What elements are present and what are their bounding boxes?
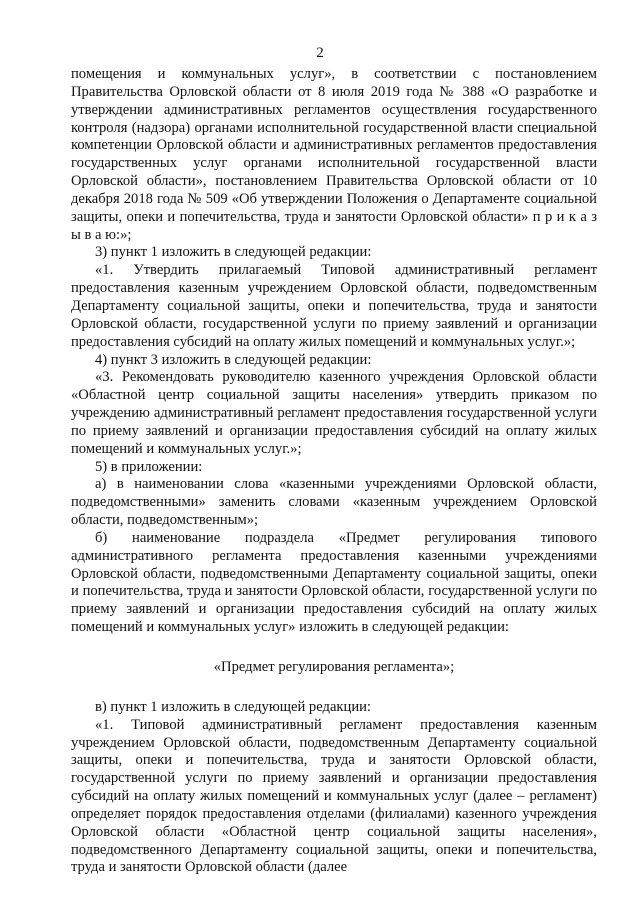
paragraph-subitem-b: б) наименование подраздела «Предмет регулирования типового административного регламента предоставления казенными учреждениями Орловской области, подведомственными Департаменту социальной защиты, опеки и попечительства, труда и занятости Орловской области, государственной услуги по приему заявлений и организации предоставления субсидий на оплату жилых помещений и коммунальных услуг» изложить в следующей редакции: [71,529,597,636]
paragraph-item-5-heading: 5) в приложении: [95,458,203,475]
paragraph-item-4-heading: 4) пункт 3 изложить в следующей редакции: [95,351,372,368]
paragraph-preamble-continuation: помещения и коммунальных услуг», в соответствии с постановлением Правительства Орловской области от 8 июля 2019 года № 388 «О разработке и утверждении административных регламентов осуществления государственного контроля (надзора) органами исполнительной государственной власти специальной компетенции Орловской области и административных регламентов предоставления государственных услуг органами исполнительной государственной власти Орловской области», постановлением Правительства Орловской области от 10 декабря 2018 года № 509 «Об утверждении Положения о Департаменте социальной защиты, опеки и попечительства, труда и занятости Орловской области» п р и к а з ы в а ю:»; [71,66,597,243]
paragraph-regulation-item-1: «1. Типовой административный регламент предоставления казенным учреждением Орловской области, подведомственным Департаменту социальной защиты, опеки и попечительства, труда и занятости Орловской области, государственной услуги по приему заявлений и организации предоставления субсидий на оплату жилых помещений и коммунальных услуг (далее – регламент) определяет порядок предоставления отделами (филиалами) казенного учреждения Орловской области «Областной центр социальной защиты населения», подведомственного Департаменту социальной защиты, опеки и попечительства, труда и занятости Орловской области (далее [71,716,597,876]
subsection-title-quote: «Предмет регулирования регламента»; [213,659,455,675]
paragraph-item-1-new-text: «1. Утвердить прилагаемый Типовой административный регламент предоставления казенным учреждением Орловской области, подведомственным Департаменту социальной защиты, опеки и попечительства, труда и занятости Орловской области, государственной услуги по приему заявлений и организации предоставления субсидий на оплату жилых помещений и коммунальных услуг.»; [71,262,597,350]
paragraph-subitem-a: а) в наименовании слова «казенными учреждениями Орловской области, подведомственными» заменить словами «казенным учреждением Орловской области, подведомственным»; [71,476,597,529]
paragraph-item-3-new-text: «3. Рекомендовать руководителю казенного учреждения Орловской области «Областной центр социальной защиты населения» утвердить приказом по учреждению административный регламент предоставления государственной услуги по приему заявлений и организации предоставления субсидий на оплату жилых помещений и коммунальных услуг.»; [71,369,597,457]
paragraph-subitem-v: в) пункт 1 изложить в следующей редакции: [95,698,371,715]
document-body [71,66,597,877]
paragraph-item-3-heading: 3) пункт 1 изложить в следующей редакции: [95,244,372,261]
page-number: 2 [316,45,324,61]
